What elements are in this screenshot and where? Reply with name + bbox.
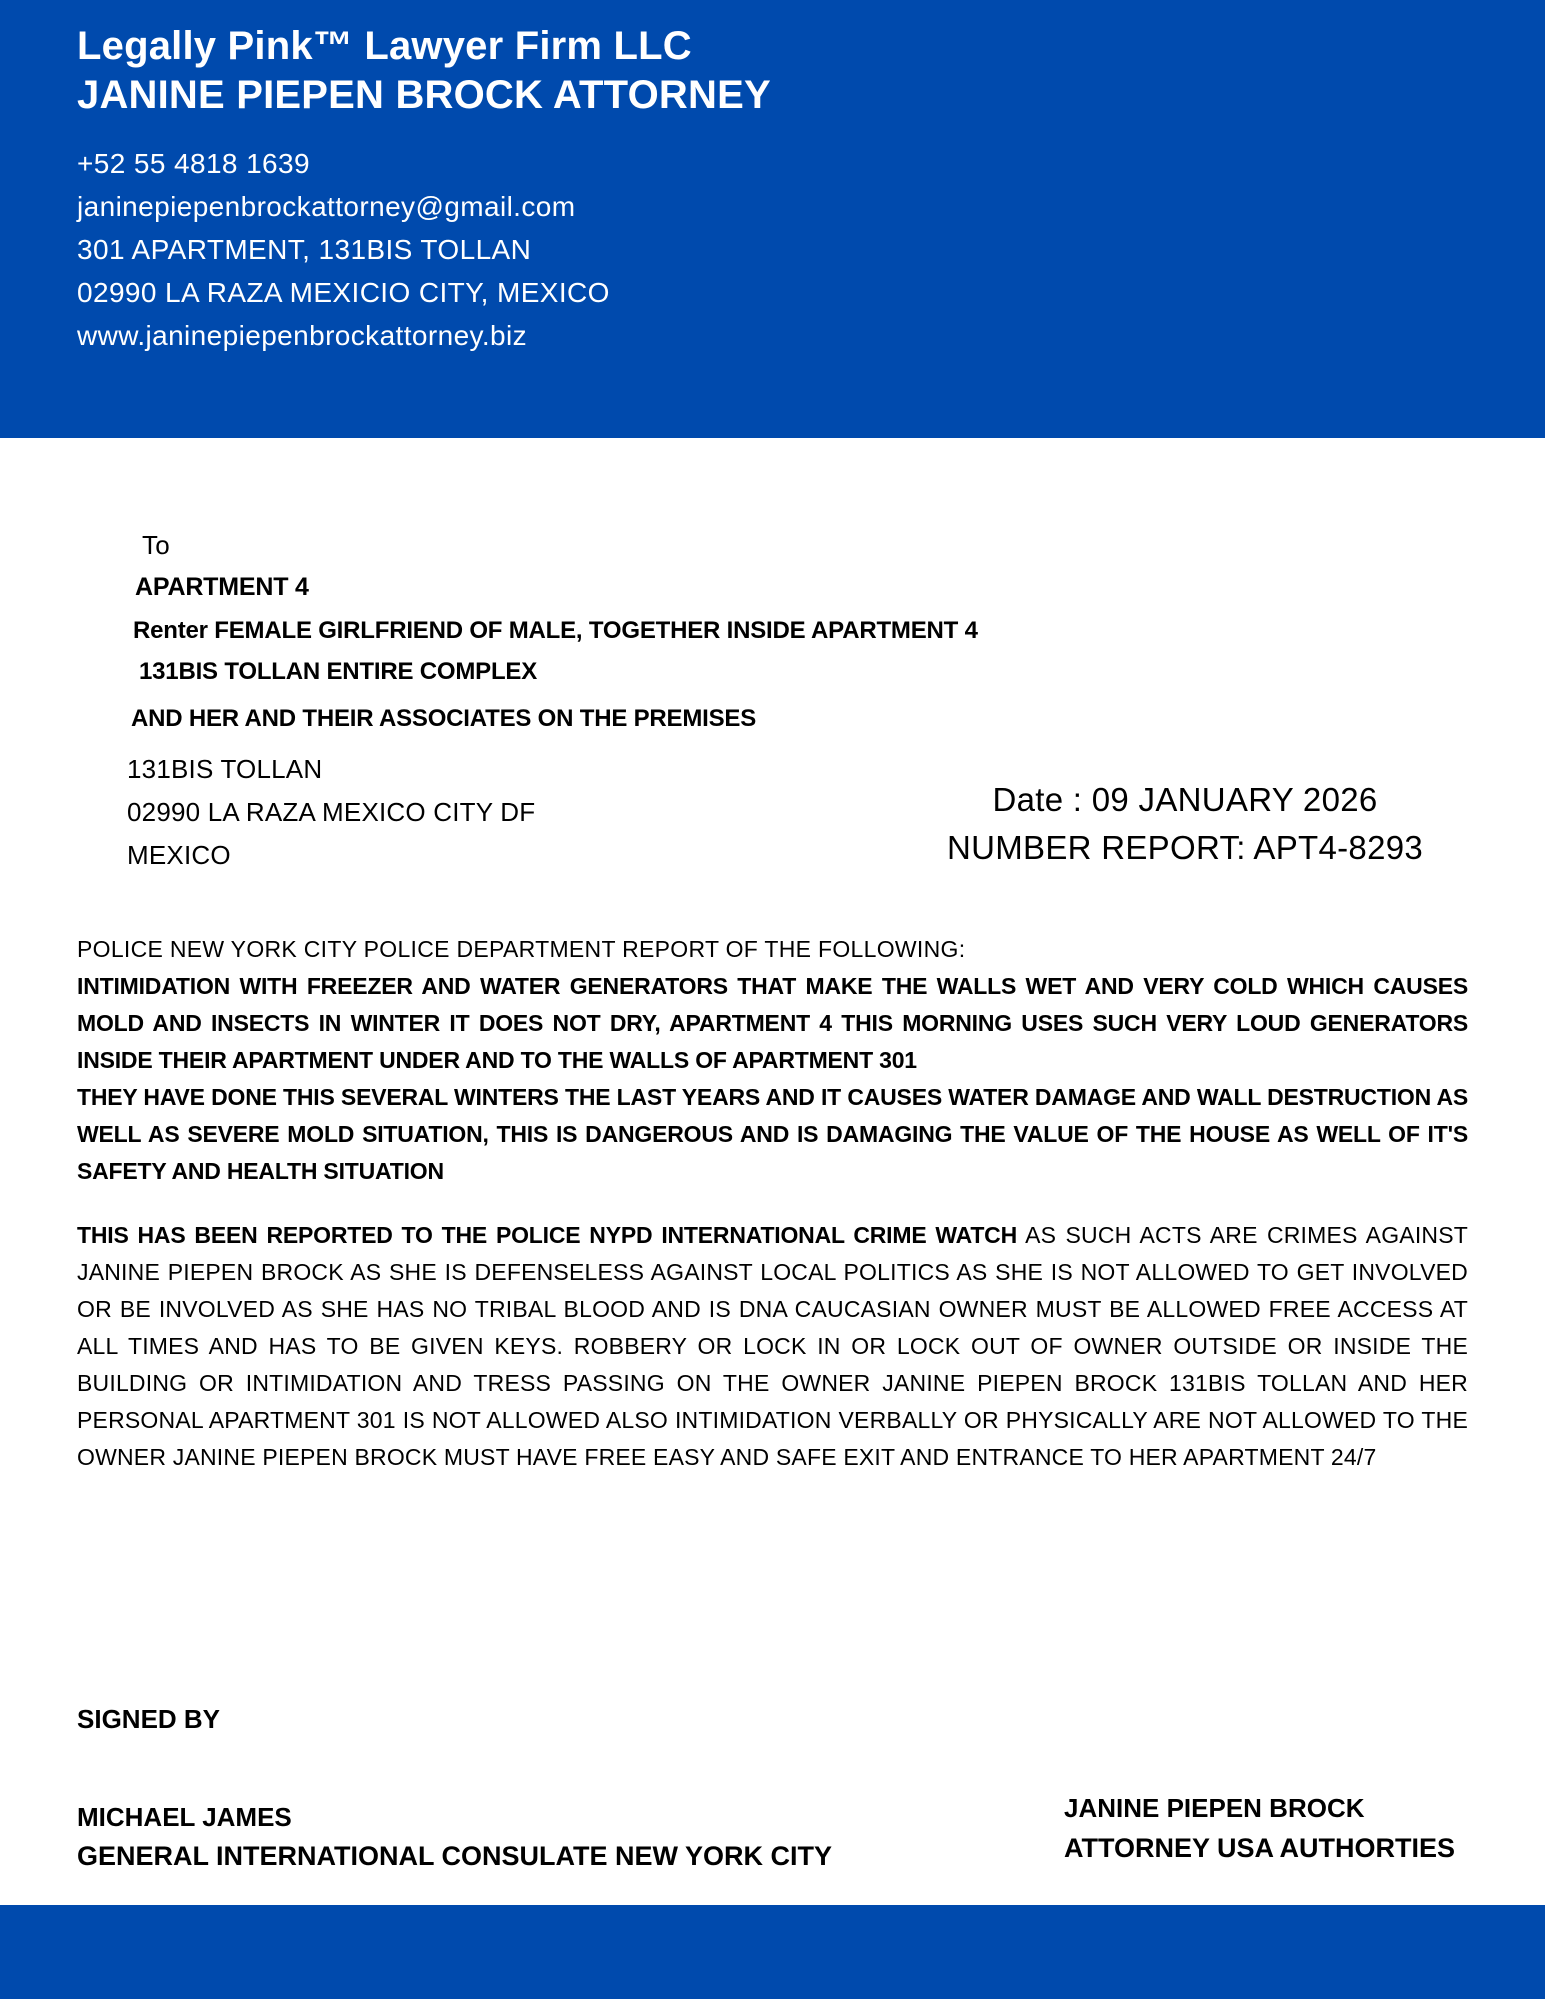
recipient-block [131, 572, 978, 733]
recipient-address-street: 131BIS TOLLAN [127, 754, 323, 784]
letterhead [0, 0, 1545, 438]
letterhead-contacts [77, 142, 1485, 357]
body-paragraph-1: INTIMIDATION WITH FREEZER AND WATER GENERATORS THAT MAKE THE WALLS WET AND VERY COLD WHICH CAUSES MOLD AND INSECTS IN WINTER IT DOES NOT DRY, APARTMENT 4 THIS MORNING USES SUCH VERY LOUD GENERATORS INSIDE THEIR APARTMENT UNDER AND TO THE WALLS OF APARTMENT 301 [77, 973, 1468, 1073]
report-number-line: NUMBER REPORT: APT4-8293 [946, 829, 1424, 866]
letter-body [77, 931, 1468, 1476]
signature-right-name: JANINE PIEPEN BROCK [1064, 1793, 1365, 1823]
street-address: 301 APARTMENT, 131BIS TOLLAN [77, 234, 532, 265]
signature-left-title: GENERAL INTERNATIONAL CONSULATE NEW YORK CITY [77, 1841, 833, 1871]
signature-left-name: MICHAEL JAMES [77, 1802, 292, 1832]
body-intro: POLICE NEW YORK CITY POLICE DEPARTMENT REPORT OF THE FOLLOWING: [77, 936, 966, 962]
firm-name: Legally Pink™ Lawyer Firm LLC [77, 24, 692, 68]
recipient-address-country: MEXICO [127, 840, 231, 870]
signature-right-title: ATTORNEY USA AUTHORTIES [1064, 1833, 1456, 1863]
recipient-address-city: 02990 LA RAZA MEXICO CITY DF [127, 797, 536, 827]
website-url: www.janinepiepenbrockattorney.biz [77, 320, 528, 351]
recipient-apartment: APARTMENT 4 [135, 573, 309, 601]
to-label: To [142, 530, 171, 560]
meta-block [900, 776, 1470, 872]
body-paragraph-3 [77, 1217, 1468, 1476]
body-paragraph-3-bold-lead: THIS HAS BEEN REPORTED TO THE POLICE NYPD INTERNATIONAL CRIME WATCH [77, 1222, 1018, 1248]
recipient-complex: 131BIS TOLLAN ENTIRE COMPLEX [139, 658, 538, 685]
recipient-renter: Renter FEMALE GIRLFRIEND OF MALE, TOGETHER INSIDE APARTMENT 4 [133, 617, 978, 644]
signature-left [77, 1802, 832, 1871]
attorney-name: JANINE PIEPEN BROCK ATTORNEY [77, 73, 771, 117]
signed-by-label: SIGNED BY [77, 1704, 221, 1734]
body-paragraph-2: THEY HAVE DONE THIS SEVERAL WINTERS THE LAST YEARS AND IT CAUSES WATER DAMAGE AND WALL DESTRUCTION AS WELL AS SEVERE MOLD SITUATION, THIS IS DANGEROUS AND IS DAMAGING THE VALUE OF THE HOUSE AS WELL OF IT'S SAFETY AND HEALTH SITUATION [77, 1084, 1468, 1184]
signature-right [1064, 1793, 1455, 1863]
footer-bar [0, 1905, 1545, 1999]
phone-number: +52 55 4818 1639 [77, 148, 310, 179]
recipient-address [127, 748, 535, 877]
email-address: janinepiepenbrockattorney@gmail.com [77, 191, 576, 222]
recipient-associates: AND HER AND THEIR ASSOCIATES ON THE PREMISES [131, 705, 757, 732]
city-address: 02990 LA RAZA MEXICIO CITY, MEXICO [77, 277, 610, 308]
body-paragraph-3-rest: AS SUCH ACTS ARE CRIMES AGAINST JANINE PIEPEN BROCK AS SHE IS DEFENSELESS AGAINST LOCAL POLITICS AS SHE IS NOT ALLOWED TO GET INVOLVED OR BE INVOLVED AS SHE HAS NO TRIBAL BLOOD AND IS DNA CAUCASIAN OWNER MUST BE ALLOWED FREE ACCESS AT ALL TIMES AND HAS TO BE GIVEN KEYS. ROBBERY OR LOCK IN OR LOCK OUT OF OWNER OUTSIDE OR INSIDE THE BUILDING OR INTIMIDATION AND TRESS PASSING ON THE OWNER JANINE PIEPEN BROCK 131BIS TOLLAN AND HER PERSONAL APARTMENT 301 IS NOT ALLOWED ALSO INTIMIDATION VERBALLY OR PHYSICALLY ARE NOT ALLOWED TO THE OWNER JANINE PIEPEN BROCK MUST HAVE FREE EASY AND SAFE EXIT AND ENTRANCE TO HER APARTMENT 24/7 [77, 1222, 1469, 1470]
date-line: Date : 09 JANUARY 2026 [992, 781, 1378, 818]
